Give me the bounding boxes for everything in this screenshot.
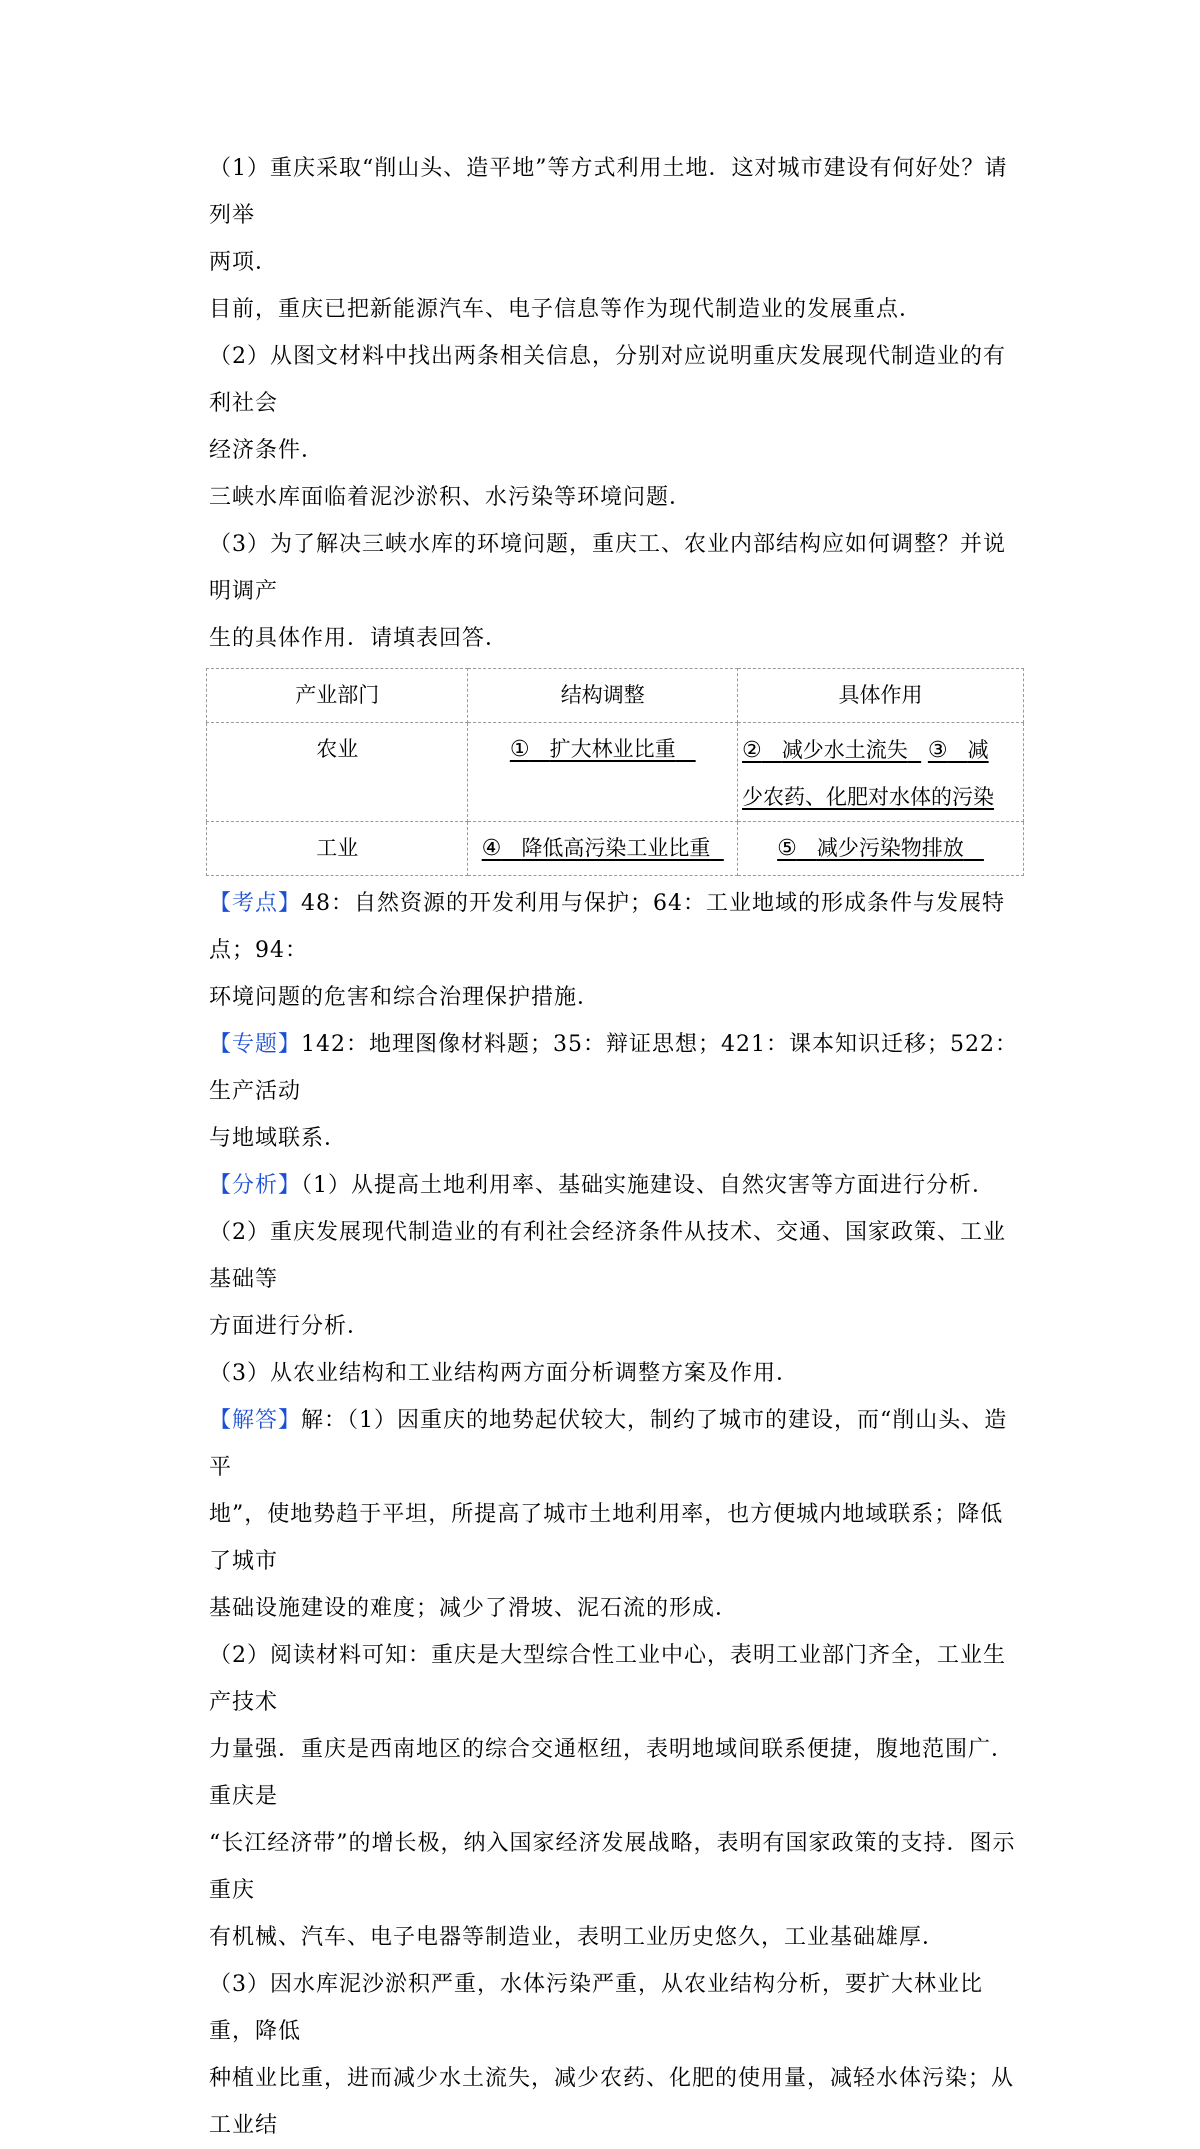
fenxi-line-1: 【分析】（1）从提高土地利用率、基础实施建设、自然灾害等方面进行分析． <box>209 1173 996 1198</box>
cell-adjust-agriculture <box>468 723 738 822</box>
fenxi-3: （3）从农业结构和工业结构两方面分析调整方案及作用． <box>209 1361 799 1386</box>
zhuanti-line-1: 【专题】142：地理图像材料题；35：辩证思想；421：课本知识迁移；522：生产活动 <box>209 1032 1018 1104</box>
question-3-line-1: （3）为了解决三峡水库的环境问题，重庆工、农业内部结构应如何调整？并说明调产 <box>209 532 1006 604</box>
jieda-tag: 【解答】 <box>209 1408 302 1433</box>
jieda-2-line-1: （2）阅读材料可知：重庆是大型综合性工业中心，表明工业部门齐全，工业生产技术 <box>209 1643 1006 1715</box>
zhuanti-tag: 【专题】 <box>209 1032 302 1057</box>
question-2-line-1: （2）从图文材料中找出两条相关信息，分别对应说明重庆发展现代制造业的有利社会 <box>209 344 1006 416</box>
jieda-3-line-2: 种植业比重，进而减少水土流失，减少农药、化肥的使用量，减轻水体污染；从工业结 <box>209 2066 1015 2138</box>
question-2-line-2: 经济条件． <box>209 438 325 463</box>
jieda-1-line-2: 地”，使地势趋于平坦，所提高了城市土地利用率，也方便城内地域联系；降低了城市 <box>209 1502 1004 1574</box>
table-row-agriculture <box>207 723 1024 822</box>
table-header-row <box>207 669 1024 723</box>
answer-blank-3: ③ 减 <box>927 738 989 763</box>
header-effect: 具体作用 <box>738 669 1024 723</box>
table-row-industry <box>207 822 1024 876</box>
jieda-2-line-3: “长江经济带”的增长极，纳入国家经济发展战略，表明有国家政策的支持．图示重庆 <box>209 1831 1016 1903</box>
cell-effect-agriculture <box>738 723 1024 822</box>
kaodian-tag: 【考点】 <box>209 891 302 916</box>
jieda-2-line-2: 力量强．重庆是西南地区的综合交通枢纽，表明地域间联系便捷，腹地范围广．重庆是 <box>209 1737 1015 1809</box>
header-sector: 产业部门 <box>207 669 468 723</box>
intro-3: 三峡水库面临着泥沙淤积、水污染等环境问题． <box>209 485 693 510</box>
fenxi-2-line-2: 方面进行分析． <box>209 1314 371 1339</box>
question-1-line-2: 两项． <box>209 250 279 275</box>
fenxi-2-line-1: （2）重庆发展现代制造业的有利社会经济条件从技术、交通、国家政策、工业基础等 <box>209 1220 1006 1292</box>
answer-blank-4: ④ 降低高污染工业比重 <box>481 836 711 861</box>
cell-sector-agriculture: 农业 <box>207 723 468 822</box>
header-adjustment: 结构调整 <box>468 669 738 723</box>
cell-adjust-industry <box>468 822 738 876</box>
kaodian-line-1: 【考点】48：自然资源的开发利用与保护；64：工业地域的形成条件与发展特点；94： <box>209 891 1006 963</box>
cell-sector-industry: 工业 <box>207 822 468 876</box>
question-1-line-1: （1）重庆采取“削山头、造平地”等方式利用土地．这对城市建设有何好处？请列举 <box>209 156 1008 228</box>
jieda-line-1: 【解答】解：（1）因重庆的地势起伏较大，制约了城市的建设，而“削山头、造平 <box>209 1408 1008 1480</box>
answer-blank-2: ② 减少水土流失 <box>742 738 908 763</box>
fenxi-tag: 【分析】 <box>209 1173 302 1198</box>
jieda-3-line-1: （3）因水库泥沙淤积严重，水体污染严重，从农业结构分析，要扩大林业比重，降低 <box>209 1972 983 2044</box>
zhuanti-line-2: 与地域联系． <box>209 1126 348 1151</box>
intro-2: 目前，重庆已把新能源汽车、电子信息等作为现代制造业的发展重点． <box>209 297 923 322</box>
question-3-line-2: 生的具体作用．请填表回答． <box>209 626 509 651</box>
kaodian-line-2: 环境问题的危害和综合治理保护措施． <box>209 985 601 1010</box>
answer-blank-5: ⑤ 减少污染物排放 <box>777 836 964 861</box>
answer-blank-3-continued: 少农药、化肥对水体的污染 <box>742 785 995 809</box>
jieda-2-line-4: 有机械、汽车、电子电器等制造业，表明工业历史悠久，工业基础雄厚． <box>209 1925 946 1950</box>
cell-effect-industry <box>738 822 1024 876</box>
answer-blank-1: ① 扩大林业比重 <box>509 737 676 762</box>
jieda-1-line-3: 基础设施建设的难度；减少了滑坡、泥石流的形成． <box>209 1596 739 1621</box>
document-page <box>209 145 1019 2149</box>
answer-table <box>206 668 1024 876</box>
